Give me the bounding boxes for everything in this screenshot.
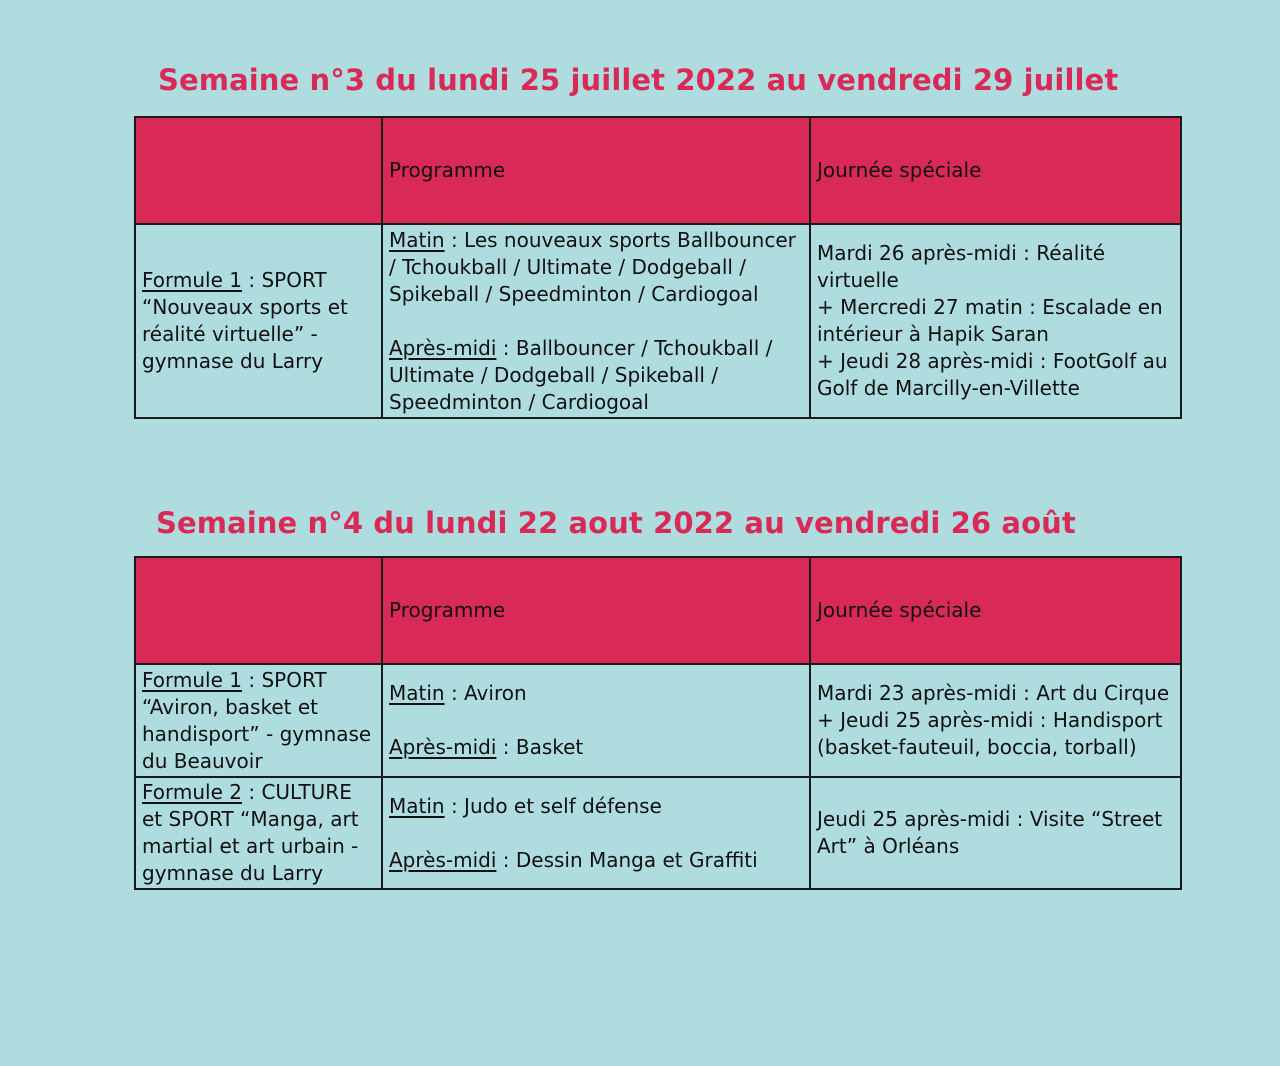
week4-formule2-cell xyxy=(135,777,382,889)
apres-midi-label: Après-midi xyxy=(389,335,497,360)
formule-text: : SPORT “Nouveaux sports et réalité virtuelle” - gymnase du Larry xyxy=(142,268,348,373)
table-row xyxy=(135,777,1181,889)
week4-header-journee xyxy=(810,557,1181,664)
week3-schedule-table xyxy=(134,116,1182,419)
week3-journee-cell xyxy=(810,224,1181,418)
apres-midi-text: : Basket xyxy=(496,735,584,759)
week3-header-programme xyxy=(382,117,810,224)
matin-line xyxy=(389,793,803,820)
matin-line xyxy=(389,227,803,308)
apres-midi-label: Après-midi xyxy=(389,847,497,872)
week4-header-journee-label: Journée spéciale xyxy=(817,598,982,622)
week4-formule1-cell xyxy=(135,664,382,777)
week4-header-programme-label: Programme xyxy=(389,598,506,622)
formule-text: : CULTURE et SPORT “Manga, art martial et art urbain - gymnase du Larry xyxy=(142,780,359,885)
week3-title: Semaine n°3 du lundi 25 juillet 2022 au vendredi 29 juillet xyxy=(158,63,1119,97)
apres-midi-text: : Ballbouncer / Tchoukball / Ultimate / Dodgeball / Spikeball / Speedminton / Cardiogoal xyxy=(389,335,773,414)
apres-midi-label: Après-midi xyxy=(389,735,497,759)
special-line: Mardi 26 après-midi : Réalité virtuelle xyxy=(817,241,1106,292)
week4-journee2-cell xyxy=(810,777,1181,889)
week3-header-journee xyxy=(810,117,1181,224)
matin-line xyxy=(389,680,803,707)
matin-text: : Judo et self défense xyxy=(444,793,662,818)
formule-label: Formule 2 xyxy=(142,780,242,804)
apres-midi-text: : Dessin Manga et Graffiti xyxy=(496,847,758,872)
special-line: + Jeudi 28 après-midi : FootGolf au Golf de Marcilly-en-Villette xyxy=(817,349,1168,400)
special-line: + Mercredi 27 matin : Escalade en intérieur à Hapik Saran xyxy=(817,295,1163,346)
matin-text: : Les nouveaux sports Ballbouncer / Tchoukball / Ultimate / Dodgeball / Spikeball / Speedminton / Cardiogoal xyxy=(389,227,796,306)
matin-label: Matin xyxy=(389,681,445,705)
formule-label: Formule 1 xyxy=(142,667,242,692)
apres-midi-line xyxy=(389,734,803,761)
formule-label: Formule 1 xyxy=(142,268,242,292)
week4-header-row xyxy=(135,557,1181,664)
matin-label: Matin xyxy=(389,227,445,252)
week4-header-programme xyxy=(382,557,810,664)
special-line: Mardi 23 après-midi : Art du Cirque xyxy=(817,681,1170,705)
week4-programme1-cell xyxy=(382,664,810,777)
apres-midi-line xyxy=(389,847,803,874)
table-row xyxy=(135,224,1181,418)
apres-midi-line xyxy=(389,335,803,416)
week3-header-journee-label: Journée spéciale xyxy=(817,158,982,182)
formule-text: : SPORT “Aviron, basket et handisport” - gymnase du Beauvoir xyxy=(142,667,372,773)
special-line: Jeudi 25 après-midi : Visite “Street Art” à Orléans xyxy=(817,807,1163,858)
week3-header-row xyxy=(135,117,1181,224)
special-line: + Jeudi 25 après-midi : Handisport (basket-fauteuil, boccia, torball) xyxy=(817,708,1163,759)
week3-header-empty xyxy=(135,117,382,224)
week3-formule1-cell xyxy=(135,224,382,418)
week4-journee1-cell xyxy=(810,664,1181,777)
table-row xyxy=(135,664,1181,777)
week4-schedule-table xyxy=(134,556,1182,890)
matin-text: : Aviron xyxy=(444,681,527,705)
week4-header-empty xyxy=(135,557,382,664)
matin-label: Matin xyxy=(389,793,445,818)
week4-title: Semaine n°4 du lundi 22 aout 2022 au vendredi 26 août xyxy=(156,506,1076,540)
week3-header-programme-label: Programme xyxy=(389,158,506,182)
week3-programme-cell xyxy=(382,224,810,418)
week4-programme2-cell xyxy=(382,777,810,889)
